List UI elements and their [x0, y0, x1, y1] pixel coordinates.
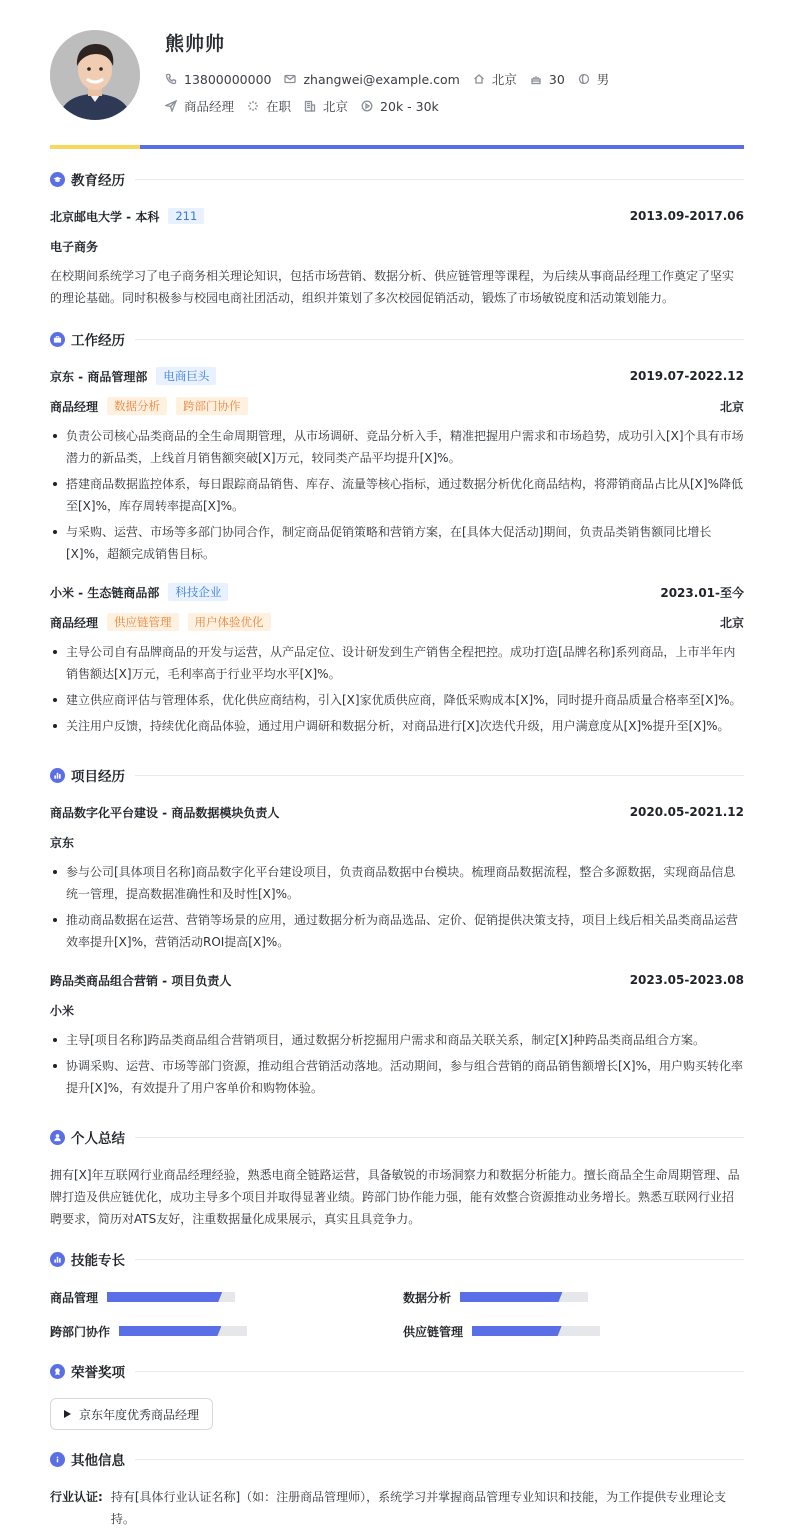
play-circle-icon: [361, 100, 373, 112]
section-divider: [135, 1371, 744, 1372]
education-major: 电子商务: [50, 239, 99, 254]
project-org-row: [50, 832, 744, 852]
school-name: 北京邮电大学 - 本科: [50, 209, 160, 224]
age-item: [530, 72, 565, 87]
project-org: 小米: [50, 1003, 75, 1018]
section-title: 项目经历: [71, 769, 125, 785]
skill-item: [403, 1321, 600, 1341]
location-text: 北京: [491, 72, 517, 87]
loader-icon: [247, 100, 259, 112]
skill-bar-track: [107, 1292, 235, 1302]
section-divider: [135, 775, 744, 776]
work-role: 商品经理: [50, 615, 99, 630]
section-title: 个人总结: [71, 1131, 125, 1147]
section-divider: [135, 1259, 744, 1260]
work-date: 2023.01-至今: [660, 585, 744, 600]
city-text: 北京: [323, 99, 349, 114]
list-item: 负责公司核心品类商品的全生命周期管理，从市场调研、竞品分析入手，精准把握用户需求和市场趋势，成功引入[X]个具有市场潜力的新品类，上线首月销售额突破[X]万元，较同类产品平均提升[X]%。: [50, 425, 744, 469]
skill-item: [50, 1321, 247, 1341]
status-item: [247, 97, 291, 115]
project-bullets: [50, 1029, 744, 1103]
section-divider: [135, 1459, 744, 1460]
skill-bar-track: [460, 1292, 588, 1302]
work-company: 京东 - 商品管理部: [50, 369, 148, 384]
work-bullets: [50, 425, 744, 569]
skill-bar-fill: [460, 1292, 562, 1302]
send-icon: [165, 100, 177, 112]
section-title: 工作经历: [71, 333, 125, 349]
award-label: 京东年度优秀商品经理: [79, 1407, 200, 1422]
section-skills: [50, 1249, 744, 1269]
project-bullets: [50, 861, 744, 957]
candidate-name: 熊帅帅: [165, 33, 226, 55]
avatar: [50, 30, 140, 120]
work-bullets: [50, 641, 744, 741]
gender-text: 男: [596, 72, 610, 87]
phone-icon: [165, 73, 177, 85]
resume-header: [50, 0, 744, 150]
skill-name: 供应链管理: [403, 1324, 464, 1339]
work-city: 北京: [719, 399, 744, 414]
project-date: 2023.05-2023.08: [629, 973, 744, 987]
status-text: 在职: [266, 99, 292, 114]
age-text: 30: [548, 71, 565, 87]
education-major-row: [50, 236, 744, 256]
section-divider: [135, 179, 744, 180]
list-item: 建立供应商评估与管理体系，优化供应商结构，引入[X]家优质供应商，降低采购成本[X]%，同时提升商品质量合格率至[X]%。: [50, 689, 744, 711]
list-item: 推动商品数据在运营、营销等场景的应用，通过数据分析为商品选品、定价、促销提供决策支持，项目上线后相关品类商品运营效率提升[X]%，营销活动ROI提高[X]%。: [50, 909, 744, 953]
project-title: 跨品类商品组合营销 - 项目负责人: [50, 973, 232, 988]
work-role: 商品经理: [50, 399, 99, 414]
city-item: [304, 97, 348, 115]
bar-chart-icon: [50, 768, 65, 783]
award-item[interactable]: [50, 1398, 213, 1430]
project-header: [50, 802, 744, 822]
project-title: 商品数字化平台建设 - 商品数据模块负责人: [50, 805, 280, 820]
project-org-row: [50, 1000, 744, 1020]
briefcase-icon: [50, 332, 65, 347]
email-item: [284, 72, 459, 87]
salary-item: [361, 99, 439, 114]
bar-chart-icon: [50, 1252, 65, 1267]
section-projects: [50, 765, 744, 785]
section-title: 教育经历: [71, 173, 125, 189]
salary-text: 20k - 30k: [380, 98, 439, 114]
gender-item: [578, 70, 610, 88]
section-title: 技能专长: [71, 1253, 125, 1269]
other-info-row: [50, 1486, 744, 1530]
job-intent-row: [165, 97, 452, 115]
project-header: [50, 970, 744, 990]
project-org: 京东: [50, 835, 75, 850]
caret-right-icon: [64, 1410, 71, 1418]
building-icon: [304, 100, 316, 112]
work-header: [50, 366, 744, 386]
gender-icon: [578, 73, 590, 85]
position-text: 商品经理: [184, 99, 235, 114]
list-item: 主导公司自有品牌商品的开发与运营，从产品定位、设计研发到生产销售全程把控。成功打造[品牌名称]系列商品，上市半年内销售额达[X]万元，毛利率高于行业平均水平[X]%。: [50, 641, 744, 685]
other-info-value: 持有[具体行业认证名称]（如：注册商品管理师），系统学习并掌握商品管理专业知识和技能，为工作提供专业理论支持。: [110, 1490, 727, 1526]
work-role-row: [50, 612, 744, 632]
section-divider: [135, 339, 744, 340]
list-item: 参与公司[具体项目名称]商品数字化平台建设项目，负责商品数据中台模块。梳理商品数据流程，整合多源数据，实现商品信息统一管理，提高数据准确性和及时性[X]%。: [50, 861, 744, 905]
section-education: [50, 169, 744, 189]
section-title: 荣誉奖项: [71, 1365, 125, 1381]
skill-name: 数据分析: [403, 1290, 452, 1305]
skill-bar-track: [119, 1326, 247, 1336]
work-header: [50, 582, 744, 602]
skill-name: 跨部门协作: [50, 1324, 111, 1339]
graduation-cap-icon: [50, 172, 65, 187]
cake-icon: [530, 73, 542, 85]
summary-text: 拥有[X]年互联网行业商品经理经验，熟悉电商全链路运营，具备敏锐的市场洞察力和数据分析能力。擅长商品全生命周期管理、品牌打造及供应链优化，成功主导多个项目并取得显著业绩。跨部门协作能力强，能有效整合资源推动业务增长。熟悉互联网行业招聘要求，简历对ATS友好，注重数据量化成果展示，真实且具竞争力。: [50, 1168, 740, 1226]
school-tag: 211: [168, 208, 204, 224]
education-header: [50, 206, 744, 226]
section-summary: [50, 1127, 744, 1147]
section-awards: [50, 1361, 744, 1381]
section-divider: [135, 1137, 744, 1138]
skill-bar-fill: [472, 1326, 562, 1336]
avatar-photo: [50, 30, 140, 120]
work-skill-tag: 供应链管理: [107, 613, 179, 631]
work-date: 2019.07-2022.12: [629, 369, 744, 383]
skill-bar-fill: [119, 1326, 221, 1336]
work-company-tag: 电商巨头: [156, 367, 216, 385]
section-title: 其他信息: [71, 1453, 125, 1469]
work-skill-tag: 数据分析: [107, 397, 167, 415]
location-item: [473, 70, 517, 88]
work-skill-tag: 跨部门协作: [176, 397, 248, 415]
accent-bar-blue: [140, 145, 744, 149]
list-item: 协调采购、运营、市场等部门资源，推动组合营销活动落地。活动期间，参与组合营销的商品销售额增长[X]%，用户购买转化率提升[X]%，有效提升了用户客单价和购物体验。: [50, 1055, 744, 1099]
work-skill-tag: 用户体验优化: [188, 613, 271, 631]
education-description: 在校期间系统学习了电子商务相关理论知识，包括市场营销、数据分析、供应链管理等课程，为后续从事商品经理工作奠定了坚实的理论基础。同时积极参与校园电商社团活动，组织并策划了多次校园促销活动，锻炼了市场敏锐度和活动策划能力。: [50, 269, 735, 305]
other-info-label: 行业认证:: [50, 1490, 103, 1504]
work-company: 小米 - 生态链商品部: [50, 585, 160, 600]
section-other: [50, 1449, 744, 1469]
work-role-row: [50, 396, 744, 416]
section-work: [50, 329, 744, 349]
work-company-tag: 科技企业: [168, 583, 228, 601]
work-city: 北京: [719, 615, 744, 630]
list-item: 关注用户反馈，持续优化商品体验，通过用户调研和数据分析，对商品进行[X]次迭代升级，用户满意度从[X]%提升至[X]%。: [50, 715, 744, 737]
skill-bar-track: [472, 1326, 600, 1336]
list-item: 搭建商品数据监控体系，每日跟踪商品销售、库存、流量等核心指标，通过数据分析优化商品结构，将滞销商品占比从[X]%降低至[X]%，库存周转率提高[X]%。: [50, 473, 744, 517]
phone-item: [165, 72, 271, 87]
list-item: 与采购、运营、市场等多部门协同合作，制定商品促销策略和营销方案，在[具体大促活动]期间，负责品类销售额同比增长[X]%，超额完成销售目标。: [50, 521, 744, 565]
skill-item: [403, 1287, 588, 1307]
project-date: 2020.05-2021.12: [629, 805, 744, 819]
list-item: 主导[项目名称]跨品类商品组合营销项目，通过数据分析挖掘用户需求和商品关联关系，制定[X]种跨品类商品组合方案。: [50, 1029, 744, 1051]
skill-name: 商品管理: [50, 1290, 99, 1305]
user-icon: [50, 1130, 65, 1145]
email-text: zhangwei@example.com: [303, 71, 460, 87]
home-icon: [473, 73, 485, 85]
info-icon: [50, 1452, 65, 1467]
skill-item: [50, 1287, 235, 1307]
award-icon: [50, 1364, 65, 1379]
skill-bar-fill: [107, 1292, 222, 1302]
accent-bar-yellow: [50, 145, 140, 149]
phone-text: 13800000000: [184, 71, 272, 87]
contact-row: [165, 70, 622, 88]
mail-icon: [284, 73, 296, 85]
education-date: 2013.09-2017.06: [629, 209, 744, 223]
position-item: [165, 97, 234, 115]
header-accent-bar: [50, 145, 744, 149]
